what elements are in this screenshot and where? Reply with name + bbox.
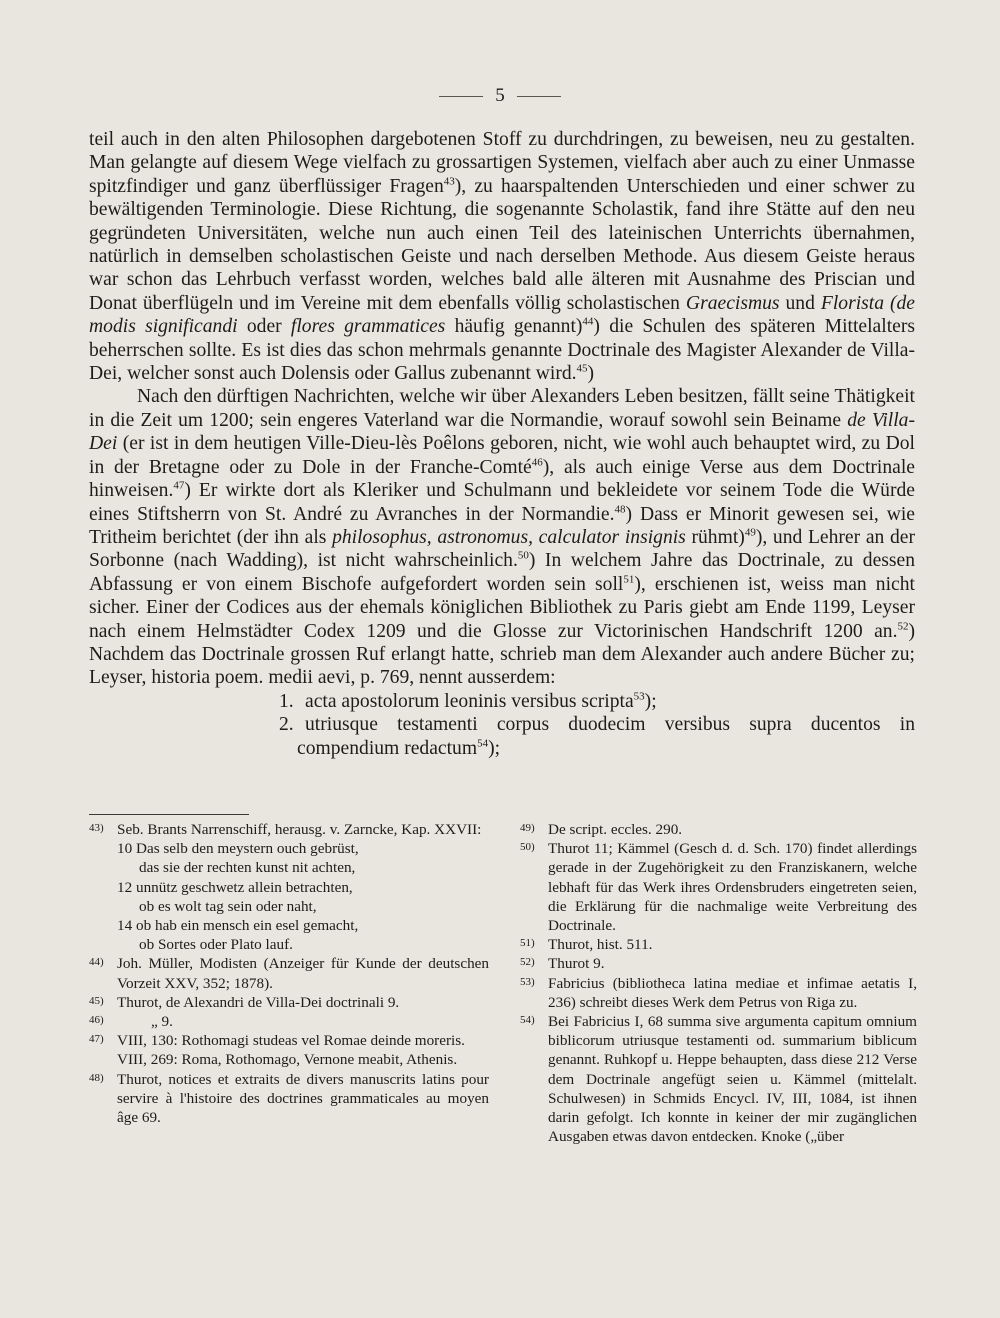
- footnote-ref[interactable]: 54: [477, 737, 489, 750]
- footnote-47-continued: VIII, 269: Roma, Rothomago, Vernone meabit, Athenis.: [117, 1051, 458, 1069]
- footnote-ref[interactable]: 50: [517, 549, 529, 562]
- page-header: [0, 84, 1000, 108]
- footnote-43-verse: 10 Das selb den meystern ouch gebrüst, das sie der rechten kunst nit achten, 12 unnütz geschwetz allein betrachten, ob es wolt tag sein oder naht, 14 ob hab ein mensch ein esel gemacht, ob Sortes oder Plato lauf.: [117, 840, 359, 954]
- footnote-ref[interactable]: 44: [582, 315, 594, 328]
- list-item: 2. utriusque testamenti corpus duodecim versibus supra ducentos in compendium redactum$^{54}$);: [279, 714, 915, 759]
- works-list: [89, 690, 915, 760]
- footnote-49: 49) De script. eccles. 290.: [520, 821, 683, 838]
- footnote-51: 51) Thurot, hist. 511.: [520, 936, 653, 954]
- footnote-52: 52) Thurot 9.: [520, 955, 605, 973]
- footnote-ref[interactable]: 49: [744, 526, 756, 539]
- footnote-ref[interactable]: 53: [633, 690, 645, 703]
- footnote-ref[interactable]: 46: [531, 456, 543, 469]
- paragraph-1: teil auch in den alten Philosophen dargebotenen Stoff zu durchdringen, zu beweisen, neu zu gestalten. Man gelangte auf diesem Wege vielfach zu grossartigen Systemen, vielfach aber auch zu einer Unmasse spitzfindiger und ganz überflüssiger Fragen$^{43}$), zu haarspaltenden Unterschieden und einer schwer zu bewältigenden Terminologie. Diese Richtung, die sogenannte Scholastik, fand ihre Stätte auf den neu gegründeten Universitäten, welche nun auch einen Teil des lateinischen Unterrichts übernahmen, natürlich in demselben scholastischen Geiste und nach derselben Methode. Aus diesem Geiste heraus war schon das Lehrbuch verfasst worden, welches bald alle älteren mit Ausnahme des Priscian und Donat überflügeln und im Vereine mit dem ebenfalls völlig scholastischen Graecismus und Florista (de modis significandi oder flores grammatices häufig genannt)$^{44}$) die Schulen des späteren Mittelalters beherrschen sollte. Es ist dies das schon mehrmals genannte Doctrinale des Magister Alexander de Villa-Dei, welcher sonst auch Dolensis oder Gallus zubenannt wird.$^{45}$): [89, 129, 915, 385]
- footnote-43: 43) Seb. Brants Narrenschiff, herausg. v. Zarncke, Kap. XXVII:: [89, 821, 482, 838]
- footnote-45: 45) Thurot, de Alexandri de Villa-Dei doctrinali 9.: [89, 993, 400, 1011]
- footnote-47: 47) VIII, 130: Rothomagi studeas vel Romae deinde moreris.: [89, 1032, 465, 1050]
- header-rule-right: [517, 96, 561, 97]
- footnote-46: 46) „ 9.: [89, 1013, 173, 1031]
- list-item: 1. acta apostolorum leoninis versibus scripta$^{53}$);: [279, 690, 657, 712]
- footnote-54: 54) Bei Fabricius I, 68 summa sive argumenta capitum omnium biblicorum utriusque testamenti od. summarium biblicum genannt. Ruhkopf u. Heppe behaupten, dass diese 212 Verse dem Doctrinale angefügt seien u. Kämmel (mittelalt. Schulwesen) in Schmids Encycl. IV, III, 1084, ist ihnen darin gefolgt. Ich konnte in keiner der mir zugänglichen Ausgaben etwas davon entdecken. Knoke („über: [520, 1013, 917, 1146]
- footnote-ref[interactable]: 52: [897, 620, 909, 632]
- page-number: 5: [495, 85, 505, 106]
- footnote-divider: [89, 814, 249, 815]
- paragraph-2: Nach den dürftigen Nachrichten, welche wir über Alexanders Leben besitzen, fällt seine Thätigkeit in die Zeit um 1200; sein engeres Vaterland war die Normandie, worauf sowohl sein Beiname de Villa-Dei (er ist in dem heutigen Ville-Dieu-lès Poêlons geboren, nicht, wie wohl auch behauptet wird, zu Dol in der Bretagne oder zu Dole in der Franche-Comté$^{46}$), als auch einige Verse aus dem Doctrinale hinweisen.$^{47}$) Er wirkte dort als Kleriker und Schulmann und bekleidete vor seinem Tode die Würde eines Stiftsherrn von St. André zu Avranches in der Normandie.$^{48}$) Dass er Minorit gewesen sei, wie Tritheim berichtet (der ihn als philosophus, astronomus, calculator insignis rühmt)$^{49}$), und Lehrer an der Sorbonne (nach Wadding), ist nicht wahrscheinlich.$^{50}$) In welchem Jahre das Doctrinale, zu dessen Abfassung er von einem Bischofe aufgefordert worden sein soll$^{51}$), erschienen ist, weiss man nicht sicher. Einer der Codices aus der ehemals königlichen Bibliothek zu Paris giebt am Ende 1199, Leyser nach einem Helmstädter Codex 1209 und die Glosse zur Victorinischen Handschrift 1200 an.$^{52}$) Nachdem das Doctrinale grossen Ruf erlangt hatte, schrieb man dem Alexander auch andere Bücher zu; Leyser, historia poem. medii aevi, p. 769, nennt ausserdem:: [89, 386, 916, 689]
- footnote-48: 48) Thurot, notices et extraits de divers manuscrits latins pour servire à l'histoire des doctrines grammaticales au moyen âge 69.: [89, 1070, 489, 1127]
- footnote-50: 50) Thurot 11; Kämmel (Gesch d. d. Sch. 170) findet allerdings gerade in der Zugehörigkeit zu den Franziskanern, welche lebhaft für das Werk ihres Ordensbruders eingetreten seien, die Erklärung für die nachmalige weite Verbreitung des Doctrinale.: [520, 840, 917, 935]
- footnote-ref[interactable]: 48: [614, 502, 626, 515]
- footnote-ref[interactable]: 47: [173, 479, 185, 492]
- footnote-ref[interactable]: 43: [443, 175, 455, 188]
- footnote-44: 44) Joh. Müller, Modisten (Anzeiger für Kunde der deutschen Vorzeit XXV, 352; 1878).: [89, 955, 489, 992]
- header-rule-left: [439, 96, 483, 97]
- footnote-ref[interactable]: 51: [623, 573, 635, 586]
- main-text: [89, 128, 915, 760]
- footnotes-right-column: [520, 820, 917, 1146]
- footnote-ref[interactable]: 45: [576, 362, 588, 375]
- footnotes-left-column: [89, 820, 489, 1127]
- footnote-53: 53) Fabricius (bibliotheca latina mediae et infimae aetatis I, 236) schreibt dieses Werk dem Petrus von Riga zu.: [520, 974, 917, 1011]
